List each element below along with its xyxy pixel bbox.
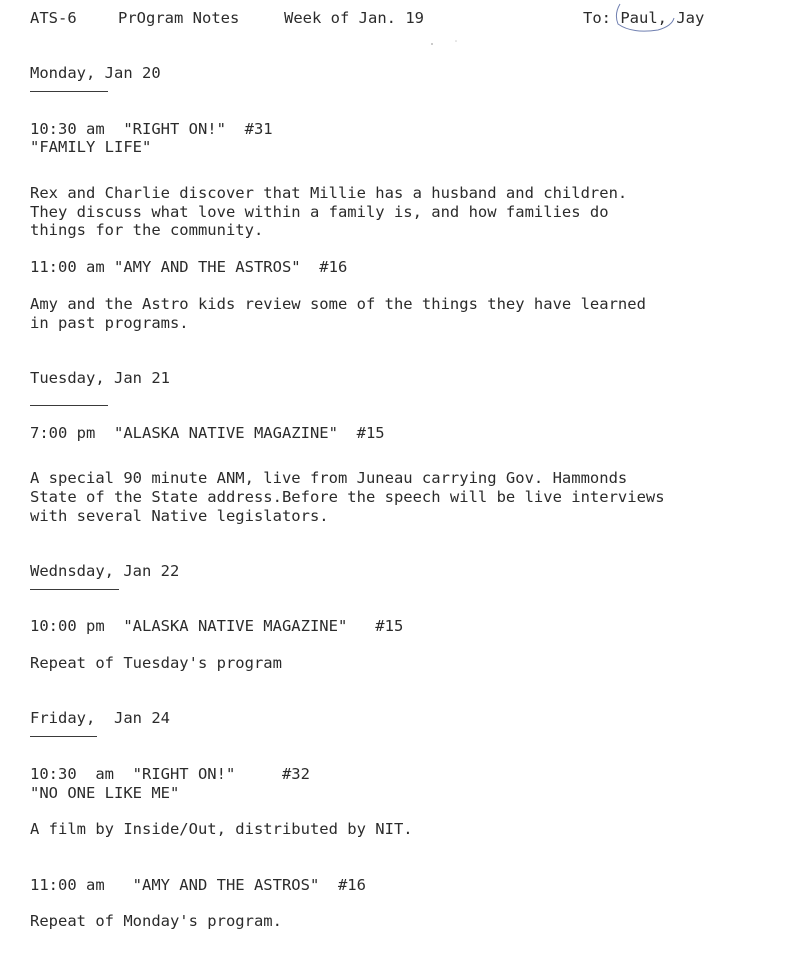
program-time-line: 10:30 am "RIGHT ON!" #31 bbox=[30, 120, 273, 138]
day-heading: Wednsday, Jan 22 bbox=[30, 562, 180, 580]
day-heading: Tuesday, Jan 21 bbox=[30, 369, 170, 387]
program-time-line: 7:00 pm "ALASKA NATIVE MAGAZINE" #15 bbox=[30, 424, 385, 442]
program-desc-line: They discuss what love within a family is, and how families do bbox=[30, 203, 609, 221]
recipients: To: Paul, Jay bbox=[583, 9, 705, 27]
heading-underline bbox=[30, 91, 108, 92]
program-desc-line: with several Native legislators. bbox=[30, 507, 329, 525]
heading-underline bbox=[30, 589, 119, 590]
program-desc-line: A film by Inside/Out, distributed by NIT. bbox=[30, 820, 413, 838]
program-desc-line: in past programs. bbox=[30, 314, 189, 332]
doc-title: PrOgram Notes bbox=[118, 9, 240, 27]
program-time-line: 11:00 am "AMY AND THE ASTROS" #16 bbox=[30, 258, 348, 276]
heading-underline bbox=[30, 405, 108, 406]
program-desc-line: A special 90 minute ANM, live from Juneau carrying Gov. Hammonds bbox=[30, 469, 628, 487]
program-time-line: 10:30 am "RIGHT ON!" #32 bbox=[30, 765, 310, 783]
program-desc-line: Repeat of Tuesday's program bbox=[30, 654, 282, 672]
program-desc-line: Amy and the Astro kids review some of the things they have learned bbox=[30, 295, 646, 313]
program-subtitle: "FAMILY LIFE" bbox=[30, 138, 152, 156]
paper-specks bbox=[420, 30, 480, 50]
heading-underline bbox=[30, 736, 97, 737]
week-label: Week of Jan. 19 bbox=[284, 9, 424, 27]
program-desc-line: Repeat of Monday's program. bbox=[30, 912, 282, 930]
pencil-mark bbox=[612, 0, 682, 36]
program-subtitle: "NO ONE LIKE ME" bbox=[30, 784, 180, 802]
day-heading: Friday, Jan 24 bbox=[30, 709, 170, 727]
station-id: ATS-6 bbox=[30, 9, 77, 27]
program-time-line: 11:00 am "AMY AND THE ASTROS" #16 bbox=[30, 876, 366, 894]
program-desc-line: State of the State address.Before the speech will be live interviews bbox=[30, 488, 665, 506]
program-desc-line: Rex and Charlie discover that Millie has a husband and children. bbox=[30, 184, 628, 202]
program-time-line: 10:00 pm "ALASKA NATIVE MAGAZINE" #15 bbox=[30, 617, 404, 635]
program-desc-line: things for the community. bbox=[30, 221, 264, 239]
day-heading: Monday, Jan 20 bbox=[30, 64, 161, 82]
